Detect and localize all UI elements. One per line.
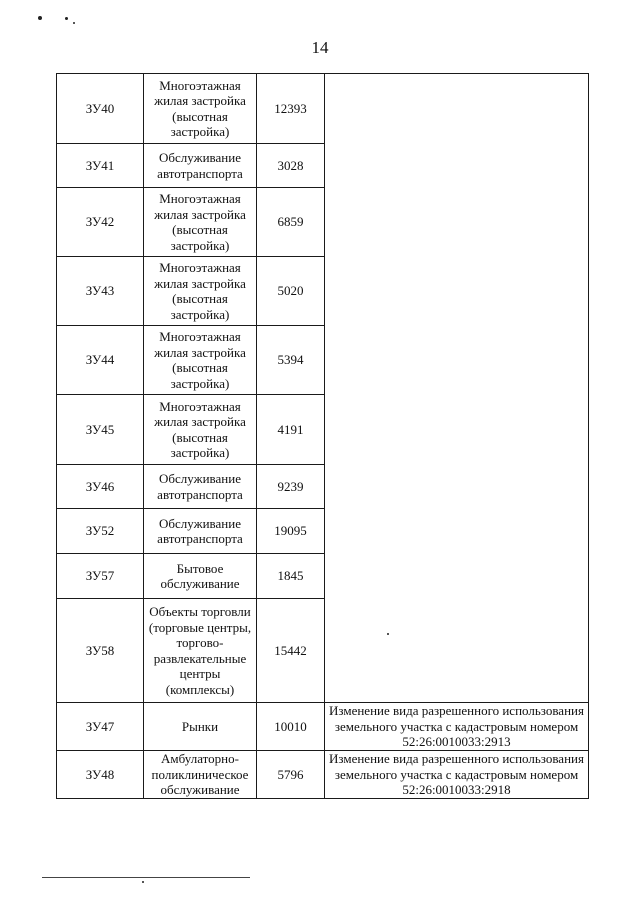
plot-area: 4191 — [257, 395, 325, 465]
change-note: Изменение вида разрешенного использования земельного участка с кадастровым номером 52:26:0010033:2913 — [325, 703, 589, 751]
table-row — [57, 703, 589, 751]
plot-id: ЗУ57 — [57, 554, 144, 599]
permitted-use: Обслуживание автотранспорта — [144, 465, 257, 509]
permitted-use: Рынки — [144, 703, 257, 751]
plot-id: ЗУ41 — [57, 144, 144, 188]
plot-area: 10010 — [257, 703, 325, 751]
plot-id: ЗУ45 — [57, 395, 144, 465]
permitted-use: Многоэтажная жилая застройка (высотная застройка) — [144, 395, 257, 465]
permitted-use: Обслуживание автотранспорта — [144, 509, 257, 554]
change-note: Изменение вида разрешенного использования земельного участка с кадастровым номером 52:26:0010033:2918 — [325, 751, 589, 799]
plot-area: 9239 — [257, 465, 325, 509]
plot-area: 5796 — [257, 751, 325, 799]
table-row — [57, 751, 589, 799]
scan-speck — [73, 22, 75, 24]
permitted-use: Многоэтажная жилая застройка (высотная застройка) — [144, 326, 257, 395]
plot-id: ЗУ48 — [57, 751, 144, 799]
plot-id: ЗУ40 — [57, 74, 144, 144]
scan-speck — [38, 16, 42, 20]
plot-area: 5394 — [257, 326, 325, 395]
plot-id: ЗУ46 — [57, 465, 144, 509]
plot-area: 12393 — [257, 74, 325, 144]
table-row — [57, 74, 589, 144]
footer-rule — [42, 877, 250, 878]
plot-id: ЗУ52 — [57, 509, 144, 554]
empty-note-cell — [325, 74, 589, 703]
permitted-use: Бытовое обслуживание — [144, 554, 257, 599]
plot-area: 1845 — [257, 554, 325, 599]
plot-area: 6859 — [257, 188, 325, 257]
plot-id: ЗУ43 — [57, 257, 144, 326]
permitted-use: Многоэтажная жилая застройка (высотная застройка) — [144, 74, 257, 144]
plot-id: ЗУ44 — [57, 326, 144, 395]
plot-area: 19095 — [257, 509, 325, 554]
plot-id: ЗУ47 — [57, 703, 144, 751]
scan-speck — [387, 633, 389, 635]
plot-id: ЗУ42 — [57, 188, 144, 257]
permitted-use: Многоэтажная жилая застройка (высотная застройка) — [144, 188, 257, 257]
permitted-use: Обслуживание автотранспорта — [144, 144, 257, 188]
plot-area: 5020 — [257, 257, 325, 326]
permitted-use: Объекты торговли (торговые центры, торгово-развлекательные центры (комплексы) — [144, 599, 257, 703]
scan-speck — [65, 17, 68, 20]
plot-id: ЗУ58 — [57, 599, 144, 703]
scan-speck — [142, 881, 144, 883]
permitted-use: Амбулаторно-поликлиническое обслуживание — [144, 751, 257, 799]
permitted-use: Многоэтажная жилая застройка (высотная застройка) — [144, 257, 257, 326]
plot-area: 3028 — [257, 144, 325, 188]
plot-area: 15442 — [257, 599, 325, 703]
land-plots-table — [56, 73, 589, 799]
page-number: 14 — [311, 38, 329, 57]
